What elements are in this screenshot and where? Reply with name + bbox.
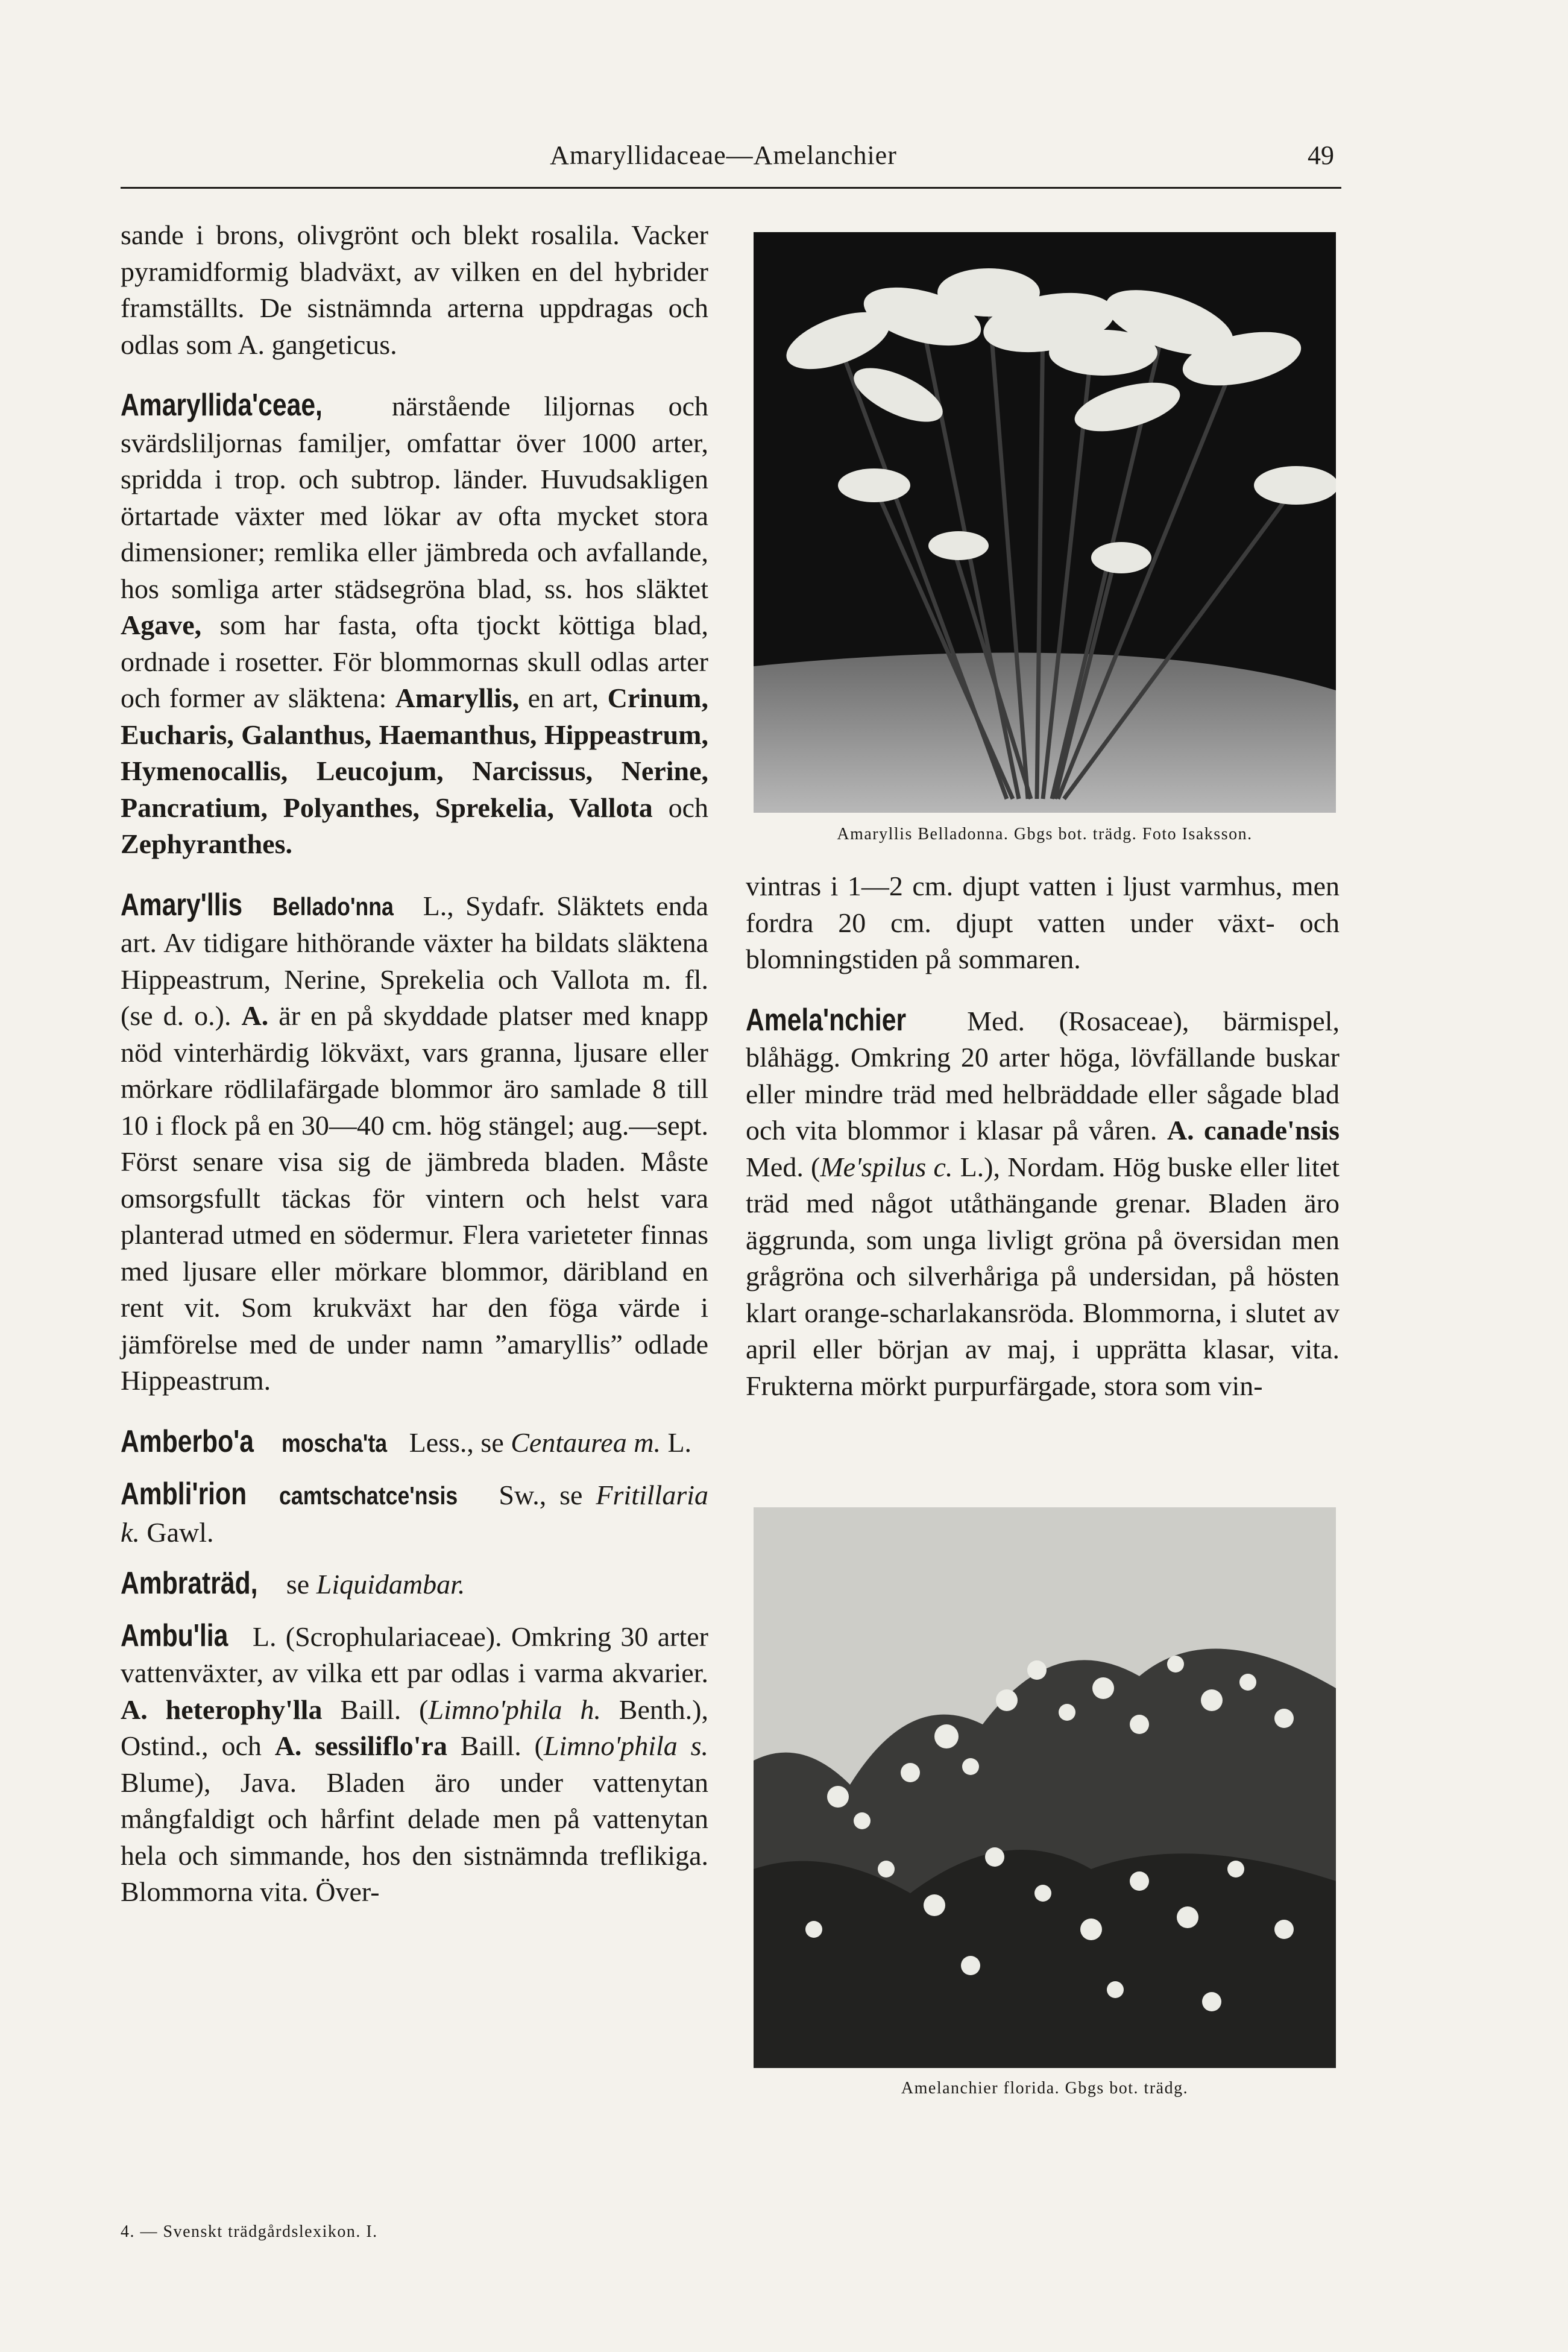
entry-amblirion: Ambli'rion camtschatce'nsis Sw., se Fritillaria k. Gawl. — [121, 1477, 709, 1548]
headword: Ambu'lia — [121, 1618, 228, 1653]
headword: Ambraträd, — [121, 1566, 258, 1601]
header-rule — [121, 187, 1341, 189]
headword: Amaryllida'ceae, — [121, 388, 323, 423]
headword: Amary'llis — [121, 887, 243, 922]
photo-caption-amelanchier: Amelanchier florida. Gbgs bot. trädg. — [901, 2079, 1189, 2098]
running-header-title: Amaryllidaceae—Amelanchier — [550, 140, 897, 170]
entry-ambulia: Ambu'lia L. (Scrophulariaceae). Omkring 30 arter vattenväxter, av vilka ett par odlas i varma akvarier. A. heterophy'lla Baill. (Limno'phila h. Benth.), Ostind., och A. sessiliflo'ra Baill. (Limno'phila s. Blume), Java. Bladen äro under vattenytan mångfaldigt och hårfint delade men på vattenytan hela och simmande, hos den sistnämnda treflikiga. Blommorna vita. Över- — [121, 1618, 709, 1907]
right-column-text — [746, 868, 1340, 1428]
page-number: 49 — [1308, 140, 1334, 170]
entry-amberboa: Amberbo'a moscha'ta Less., se Centaurea m. L. — [121, 1423, 692, 1459]
photo-caption-amaryllis: Amaryllis Belladonna. Gbgs bot. trädg. Foto Isaksson. — [837, 825, 1253, 843]
amaryllis-belladonna-photo — [754, 232, 1336, 813]
entry-ambratrad: Ambraträd, se Liquidambar. — [121, 1566, 465, 1601]
page-footer: 4. — Svenskt trädgårdslexikon. I. — [121, 2222, 378, 2241]
headword: Amberbo'a — [121, 1423, 254, 1459]
headword: Amela'nchier — [746, 1002, 907, 1038]
headword: Ambli'rion — [121, 1477, 247, 1512]
amelanchier-florida-photo — [754, 1507, 1336, 2068]
entry-amelanchier: Amela'nchier Med. (Rosaceae), bärmispel, blåhägg. Omkring 20 arter höga, lövfällande buskar eller mindre träd med helbräddade eller sågade blad och vita blommor i klasar på våren. A. canade'nsis Med. (Me'spilus c. L.), Nordam. Hög buske eller litet träd med något utåthängande grenar. Bladen äro äggrunda, som unga livligt gröna på översidan men grågröna och silverhåriga på undersidan, på hösten klart orange-scharlakansröda. Blommorna, i slutet av april eller början av maj, i upprätta klasar, vita. Frukterna mörkt purpurfärgade, stora som vin- — [746, 1002, 1340, 1401]
entry-continuation: sande i brons, olivgrönt och blekt rosalila. Vacker pyramidformig bladväxt, av vilken en del hybrider framställts. De sistnämnda arterna uppdragas och odlas som A. gangeticus. — [121, 219, 708, 360]
entry-amaryllidaceae: Amaryllida'ceae, närstående liljornas och svärdsliljornas familjer, omfattar över 1000 arter, spridda i trop. och subtrop. länder. Huvudsakligen örtartade växter med lökar av ofta mycket stora dimensioner; remlika eller jämbreda och avfallande, hos somliga arter städsegröna blad, ss. hos släktet Agave, som har fasta, ofta tjockt köttiga blad, ordnade i rosetter. För blommornas skull odlas arter och former av släktena: Amaryllis, en art, Crinum, Eucharis, Galanthus, Haemanthus, Hippeastrum, Hymenocallis, Leucojum, Narcissus, Nerine, Pancratium, Polyanthes, Sprekelia, Vallota och Zephyranthes. — [121, 388, 708, 859]
left-column — [121, 217, 708, 1935]
entry-continuation-right: vintras i 1—2 cm. djupt vatten i ljust varmhus, men fordra 20 cm. djupt vatten under växt- och blomningstiden på sommaren. — [746, 871, 1340, 974]
entry-amaryllis: Amary'llis Bellado'nna L., Sydafr. Släktets enda art. Av tidigare hithörande växter ha bildats släktena Hippeastrum, Nerine, Sprekelia och Vallota m. fl. (se d. o.). A. är en på skyddade platser med knapp nöd vinterhärdig lökväxt, vars granna, ljusare eller mörkare rödlilafärgade blommor äro samlade 8 till 10 i flock på en 30—40 cm. hög stängel; aug.—sept. Först senare visa sig de jämbreda bladen. Måste omsorgsfullt täckas för vintern och helst vara planterad utmed en södermur. Flera varieteter finnas med ljusare eller mörkare blommor, däribland en rent vit. Som krukväxt har den föga värde i jämförelse med de under namn ”amaryllis” odlade Hippeastrum. — [121, 887, 708, 1396]
